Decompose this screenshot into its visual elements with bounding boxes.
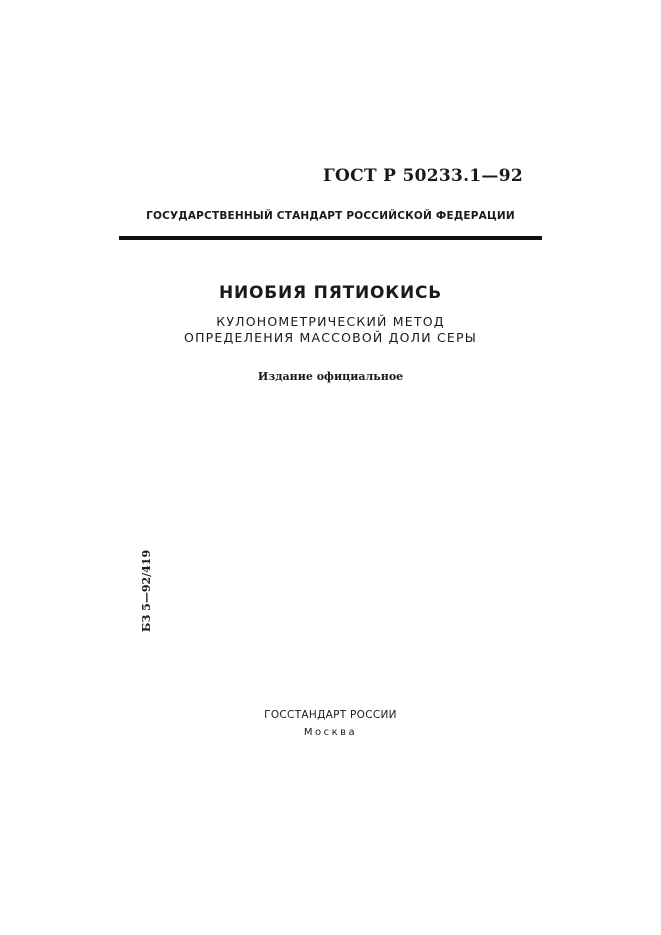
document-subtitle <box>0 314 661 346</box>
side-publication-code: БЗ 5—92/419 <box>140 549 153 632</box>
gost-designation: ГОСТ Р 50233.1—92 <box>323 166 523 186</box>
standard-type-header: ГОСУДАРСТВЕННЫЙ СТАНДАРТ РОССИЙСКОЙ ФЕДЕРАЦИИ <box>146 210 515 222</box>
document-title: НИОБИЯ ПЯТИОКИСЬ <box>218 283 443 303</box>
publisher-name: ГОССТАНДАРТ РОССИИ <box>264 709 397 721</box>
publisher-city: Москва <box>303 727 358 738</box>
edition-label: Издание официальное <box>257 370 404 383</box>
subtitle-line-2: ОПРЕДЕЛЕНИЯ МАССОВОЙ ДОЛИ СЕРЫ <box>184 330 477 345</box>
subtitle-line-1: КУЛОНОМЕТРИЧЕСКИЙ МЕТОД <box>216 314 445 329</box>
header-divider <box>119 236 542 240</box>
